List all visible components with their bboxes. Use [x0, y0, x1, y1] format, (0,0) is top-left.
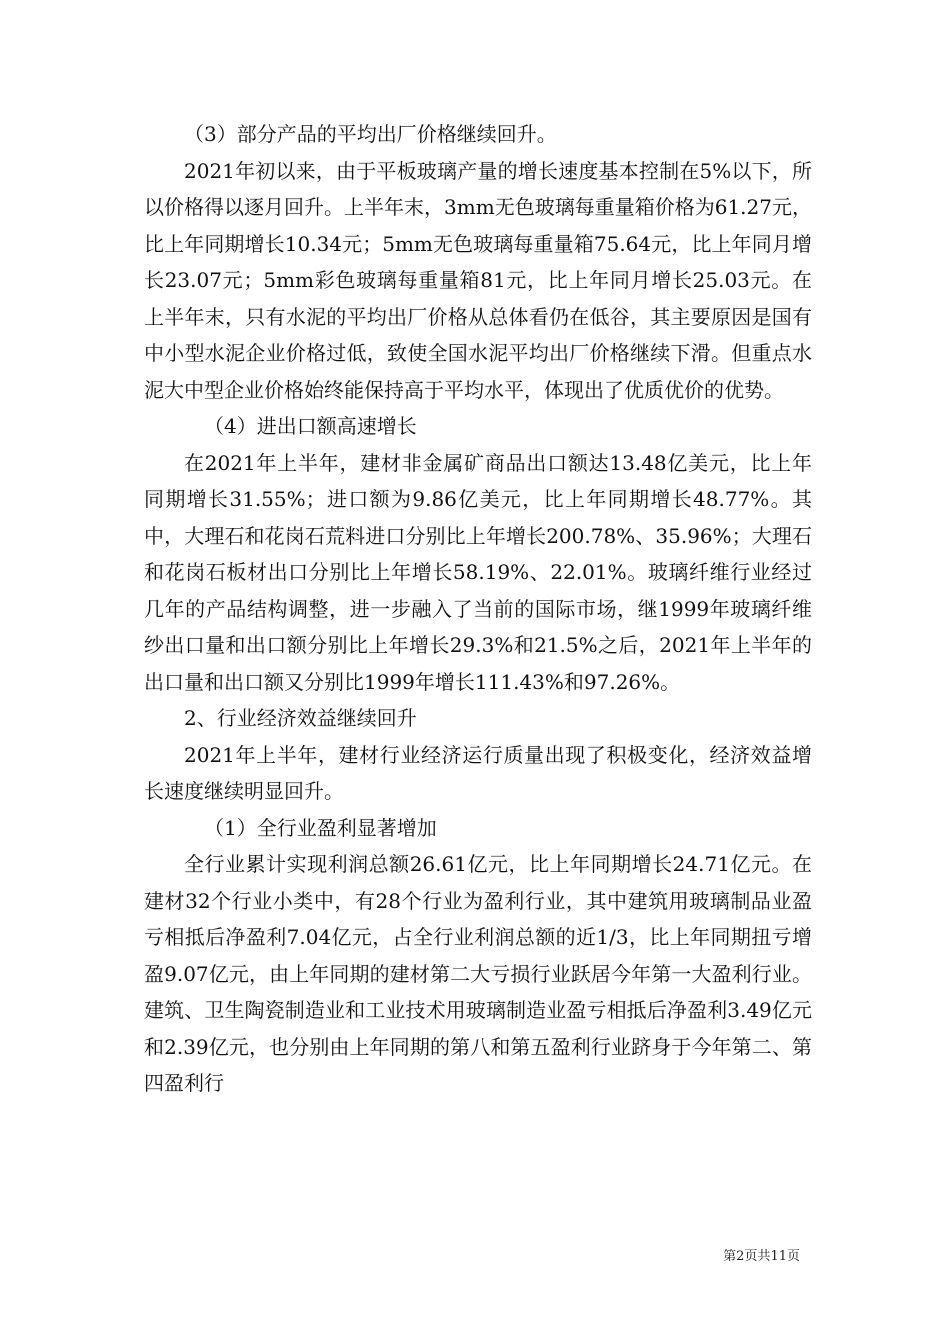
section-heading-4: （4）进出口额高速增长 [204, 414, 417, 438]
body-paragraph: 全行业累计实现利润总额26.61亿元，比上年同期增长24.71亿元。在建材32个行业小类中，有28个行业为盈利行业，其中建筑用玻璃制品业盈亏相抵后净盈利7.04亿元，占全行业利润总额的近1/3，比上年同期扭亏增盈9.07亿元，由上年同期的建材第二大亏损行业跃居今年第一大盈利行业。建筑、卫生陶瓷制造业和工业技术用玻璃制造业盈亏相抵后净盈利3.49亿元和2.39亿元，也分别由上年同期的第八和第五盈利行业跻身于今年第二、第四盈利行 [144, 852, 812, 1095]
page-number: 第2页共11页 [723, 1249, 800, 1264]
section-heading-3: （3）部分产品的平均出厂价格继续回升。 [184, 122, 557, 146]
section-heading-2: 2、行业经济效益继续回升 [184, 706, 417, 730]
body-paragraph: 2021年上半年，建材行业经济运行质量出现了积极变化，经济效益增长速度继续明显回升。 [144, 742, 812, 803]
section-heading-1: （1）全行业盈利显著增加 [204, 815, 437, 840]
document-body [144, 116, 812, 1102]
body-paragraph: 2021年初以来，由于平板玻璃产量的增长速度基本控制在5%以下，所以价格得以逐月回升。上半年末，3mm无色玻璃每重量箱价格为61.27元，比上年同期增长10.34元；5mm无色玻璃每重量箱75.64元，比上年同月增长23.07元；5mm彩色玻璃每重量箱81元，比上年同月增长25.03元。在上半年末，只有水泥的平均出厂价格从总体看仍在低谷，其主要原因是国有中小型水泥企业价格过低，致使全国水泥平均出厂价格继续下滑。但重点水泥大中型企业价格始终能保持高于平均水平，体现出了优质优价的优势。 [144, 158, 812, 402]
body-paragraph: 在2021年上半年，建材非金属矿商品出口额达13.48亿美元，比上年同期增长31.55%；进口额为9.86亿美元，比上年同期增长48.77%。其中，大理石和花岗石荒料进口分别比上年增长200.78%、35.96%；大理石和花岗石板材出口分别比上年增长58.19%、22.01%。玻璃纤维行业经过几年的产品结构调整，进一步融入了当前的国际市场，继1999年玻璃纤维纱出口量和出口额分别比上年增长29.3%和21.5%之后，2021年上半年的出口量和出口额又分别比1999年增长111.43%和97.26%。 [144, 450, 812, 694]
